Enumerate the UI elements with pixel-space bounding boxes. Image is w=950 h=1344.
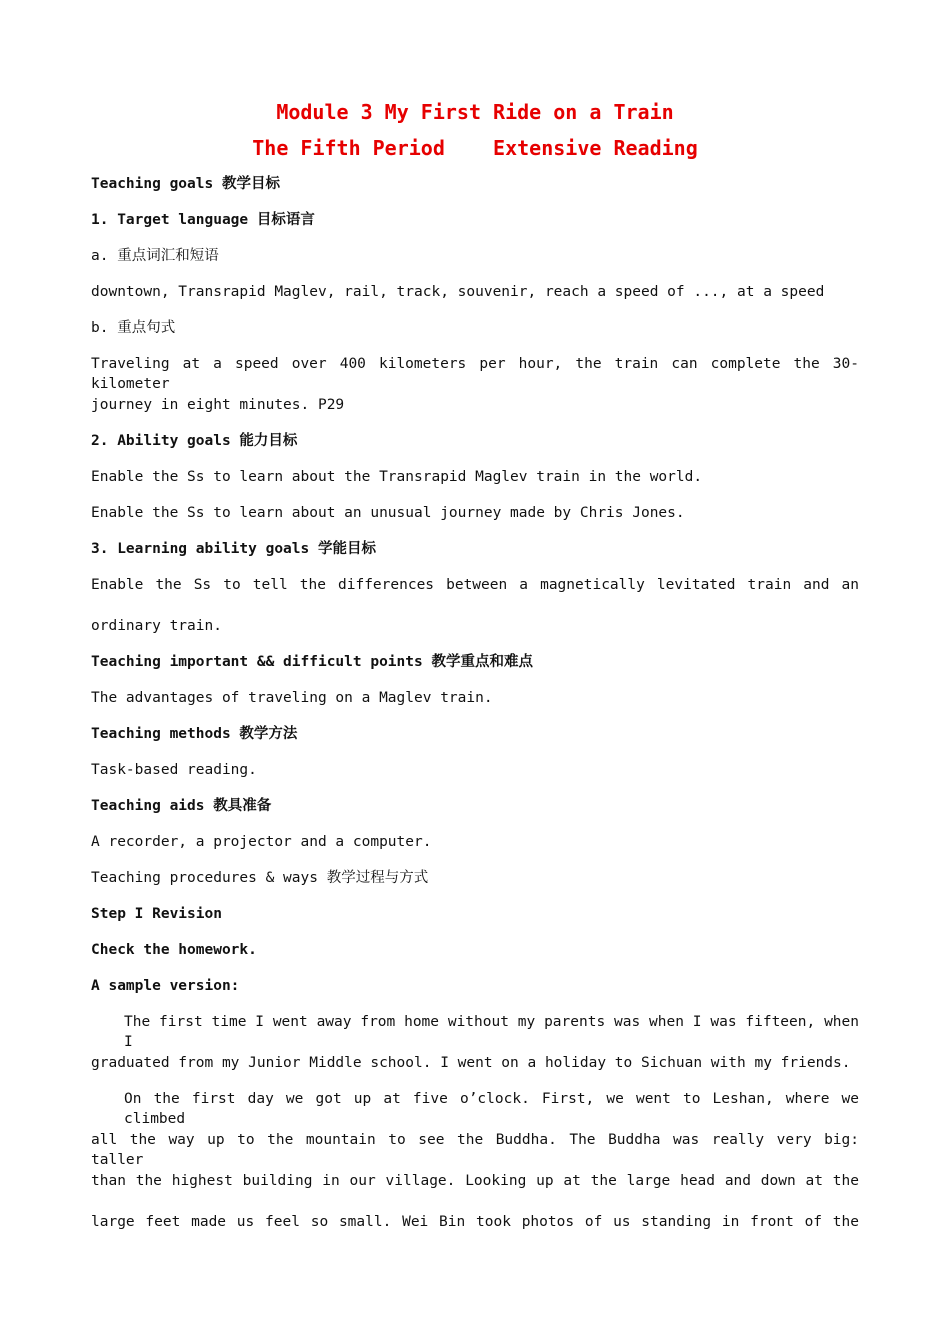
ability-goal-2: Enable the Ss to learn about an unusual journey made by Chris Jones.	[91, 505, 685, 521]
document-title: Module 3 My First Ride on a Train	[276, 100, 674, 124]
heading-important-points: Teaching important && difficult points 教学重点和难点	[91, 654, 533, 670]
sentence-pattern-line-2: journey in eight minutes. P29	[91, 397, 345, 413]
teaching-aids-text: A recorder, a projector and a computer.	[91, 834, 432, 850]
check-homework: Check the homework.	[91, 942, 257, 958]
heading-teaching-aids: Teaching aids 教具准备	[91, 798, 272, 814]
subheading-sentence-patterns: b. 重点句式	[91, 320, 176, 336]
sentence-pattern-line-1: Traveling at a speed over 400 kilometers per hour, the train can complete the 30-kilometer	[91, 356, 859, 392]
ability-goal-1: Enable the Ss to learn about the Transrapid Maglev train in the world.	[91, 469, 703, 485]
heading-teaching-goals: Teaching goals 教学目标	[91, 176, 280, 192]
learning-goal-line-1: Enable the Ss to tell the differences between a magnetically levitated train and an	[91, 577, 859, 593]
sample-paragraph-2-line-4: large feet made us feel so small. Wei Bin took photos of us standing in front of the	[91, 1214, 859, 1230]
heading-ability-goals: 2. Ability goals 能力目标	[91, 433, 298, 449]
important-points-text: The advantages of traveling on a Maglev train.	[91, 690, 493, 706]
document-subtitle: The Fifth Period Extensive Reading	[252, 136, 698, 160]
heading-target-language: 1. Target language 目标语言	[91, 212, 315, 228]
heading-teaching-methods: Teaching methods 教学方法	[91, 726, 298, 742]
teaching-methods-text: Task-based reading.	[91, 762, 257, 778]
sample-paragraph-1-line-2: graduated from my Junior Middle school. I went on a holiday to Sichuan with my friends.	[91, 1055, 851, 1071]
sample-paragraph-2-line-2: all the way up to the mountain to see the Buddha. The Buddha was really very big: taller	[91, 1132, 859, 1168]
vocabulary-list: downtown, Transrapid Maglev, rail, track, souvenir, reach a speed of ..., at a speed	[91, 284, 825, 300]
sample-paragraph-2-line-3: than the highest building in our village. Looking up at the large head and down at the	[91, 1173, 859, 1189]
learning-goal-line-2: ordinary train.	[91, 618, 222, 634]
sample-version-label: A sample version:	[91, 978, 240, 994]
sample-paragraph-2-line-1: On the first day we got up at five o’clock. First, we went to Leshan, where we climbed	[124, 1091, 859, 1127]
heading-step-1: Step I Revision	[91, 906, 222, 922]
heading-learning-ability-goals: 3. Learning ability goals 学能目标	[91, 541, 376, 557]
subheading-vocabulary: a. 重点词汇和短语	[91, 248, 219, 264]
sample-paragraph-1-line-1: The first time I went away from home without my parents was when I was fifteen, when I	[124, 1014, 859, 1050]
heading-teaching-procedures: Teaching procedures & ways 教学过程与方式	[91, 870, 429, 886]
